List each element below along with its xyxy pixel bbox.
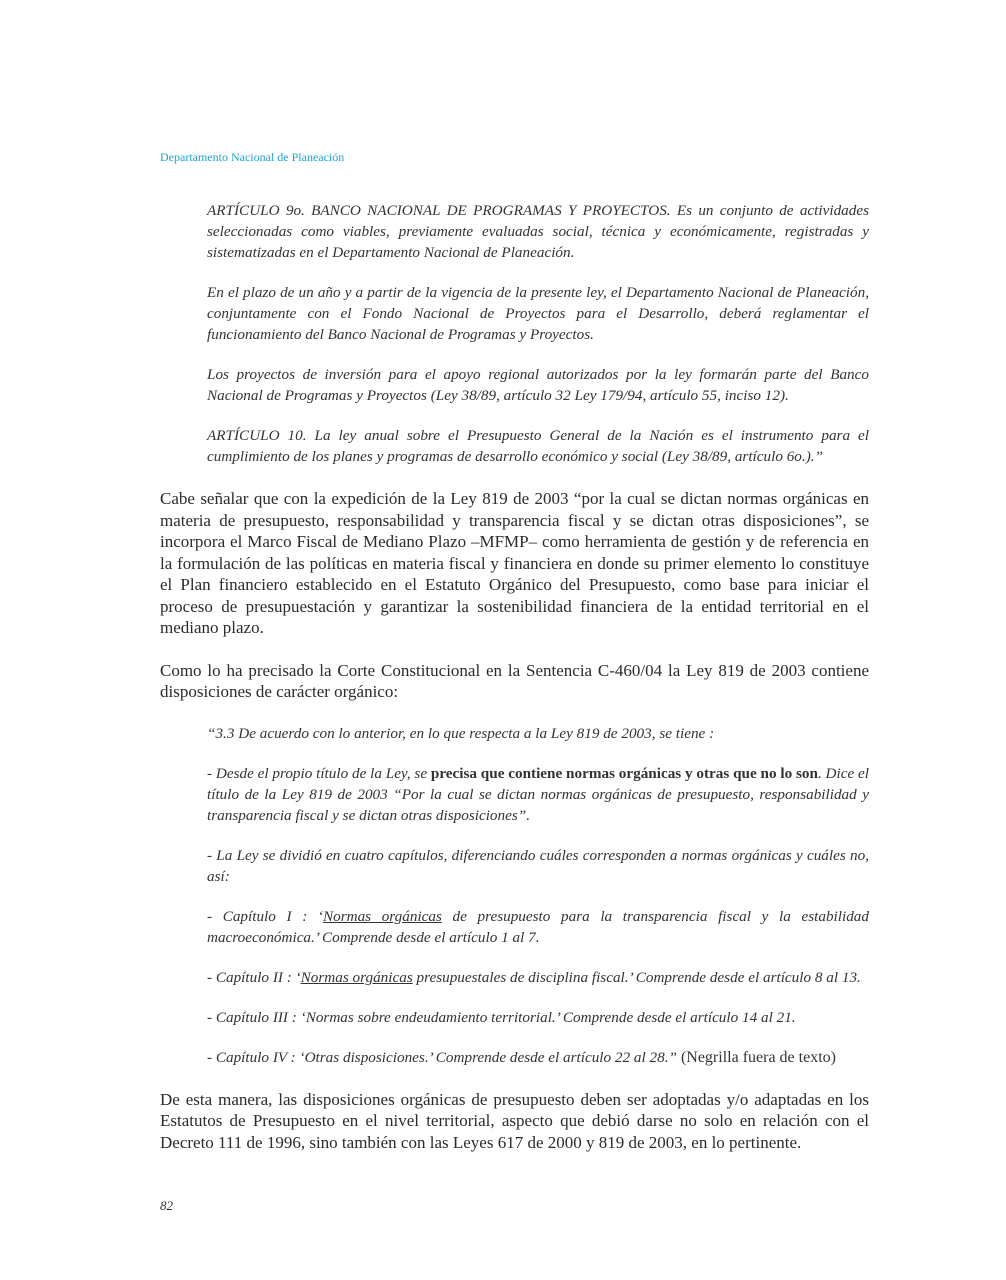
sentence-quote-block xyxy=(207,723,869,1068)
chapter-item xyxy=(207,967,869,988)
quote-paragraph: En el plazo de un año y a partir de la vigencia de la presente ley, el Departamento Nacional de Planeación, conjuntamente con el Fondo Nacional de Proyectos para el Desarrollo, deberá reglamentar el funcionamiento del Banco Nacional de Programas y Proyectos. xyxy=(207,284,869,343)
page-number: 82 xyxy=(160,1198,173,1213)
body-paragraph: Cabe señalar que con la expedición de la Ley 819 de 2003 “por la cual se dictan normas orgánicas en materia de presupuesto, responsabilidad y transparencia fiscal y se dictan otras disposiciones”, se incorpora el Marco Fiscal de Mediano Plazo –MFMP– como herramienta de gestión y de referencia en la formulación de las políticas en materia fiscal y financiera en donde su primer elemento lo constituye el Plan financiero establecido en el Estatuto Orgánico del Presupuesto, como base para iniciar el proceso de presupuestación y garantizar la sostenibilidad financiera de la entidad territorial en el mediano plazo. xyxy=(160,489,869,637)
quote-paragraph: Los proyectos de inversión para el apoyo regional autorizados por la ley formarán parte del Banco Nacional de Programas y Proyectos (Ley 38/89, artículo 32 Ley 179/94, artículo 55, inciso 12). xyxy=(207,366,869,404)
running-header: Departamento Nacional de Planeación xyxy=(160,150,345,164)
chapter-item xyxy=(207,1047,869,1068)
chapter-item xyxy=(207,906,869,948)
chapter-text: de presupuesto para la transparencia fiscal y la estabilidad macroeconómica.’ Comprende desde el artículo 1 al 7. xyxy=(207,907,869,946)
quote-item xyxy=(207,763,869,826)
body-paragraph: Como lo ha precisado la Corte Constitucional en la Sentencia C-460/04 la Ley 819 de 2003 contiene disposiciones de carácter orgánico: xyxy=(160,660,869,701)
chapter-item: - Capítulo III : ‘Normas sobre endeudamiento territorial.’ Comprende desde el artículo 14 al 21. xyxy=(207,1008,796,1026)
editor-note: (Negrilla fuera de texto) xyxy=(676,1048,836,1066)
underlined-text: Normas orgánicas xyxy=(300,968,413,986)
quote-intro: “3.3 De acuerdo con lo anterior, en lo que respecta a la Ley 819 de 2003, se tiene : xyxy=(207,724,715,742)
page-content xyxy=(160,200,869,1174)
quote-item-text: - Desde el propio título de la Ley, se xyxy=(207,764,431,782)
quote-paragraph: ARTÍCULO 9o. BANCO NACIONAL DE PROGRAMAS Y PROYECTOS. Es un conjunto de actividades seleccionadas como viables, previamente evaluadas social, técnica y económicamente, registradas y sistematizadas en el Departamento Nacional de Planeación. xyxy=(207,202,869,261)
underlined-text: Normas orgánicas xyxy=(322,907,442,925)
body-paragraph: De esta manera, las disposiciones orgánicas de presupuesto deben ser adoptadas y/o adaptadas en los Estatutos de Presupuesto en el nivel territorial, aspecto que debió darse no solo en relación con el Decreto 111 de 1996, sino también con las Leyes 617 de 2000 y 819 de 2003, en lo pertinente. xyxy=(160,1089,869,1152)
quote-item-text: . Dice el título de la Ley 819 de 2003 “Por la cual se dictan normas orgánicas de presupuesto, responsabilidad y transparencia fiscal y se dictan otras disposiciones”. xyxy=(207,764,869,824)
bold-emphasis: precisa que contiene normas orgánicas y otras que no lo son xyxy=(430,764,818,782)
quote-item: - La Ley se dividió en cuatro capítulos, diferenciando cuáles corresponden a normas orgánicas y cuáles no, así: xyxy=(207,846,869,885)
chapter-text: - Capítulo I : ‘ xyxy=(207,907,323,925)
article-quote-block xyxy=(207,200,869,467)
chapter-text: - Capítulo II : ‘ xyxy=(207,968,301,986)
quote-paragraph: ARTÍCULO 10. La ley anual sobre el Presupuesto General de la Nación es el instrumento para el cumplimiento de los planes y programas de desarrollo económico y social (Ley 38/89, artículo 6o.).” xyxy=(207,427,869,465)
chapter-text: - Capítulo IV : ‘Otras disposiciones.’ Comprende desde el artículo 22 al 28.” xyxy=(207,1048,677,1066)
chapter-text: presupuestales de disciplina fiscal.’ Comprende desde el artículo 8 al 13. xyxy=(412,968,861,986)
